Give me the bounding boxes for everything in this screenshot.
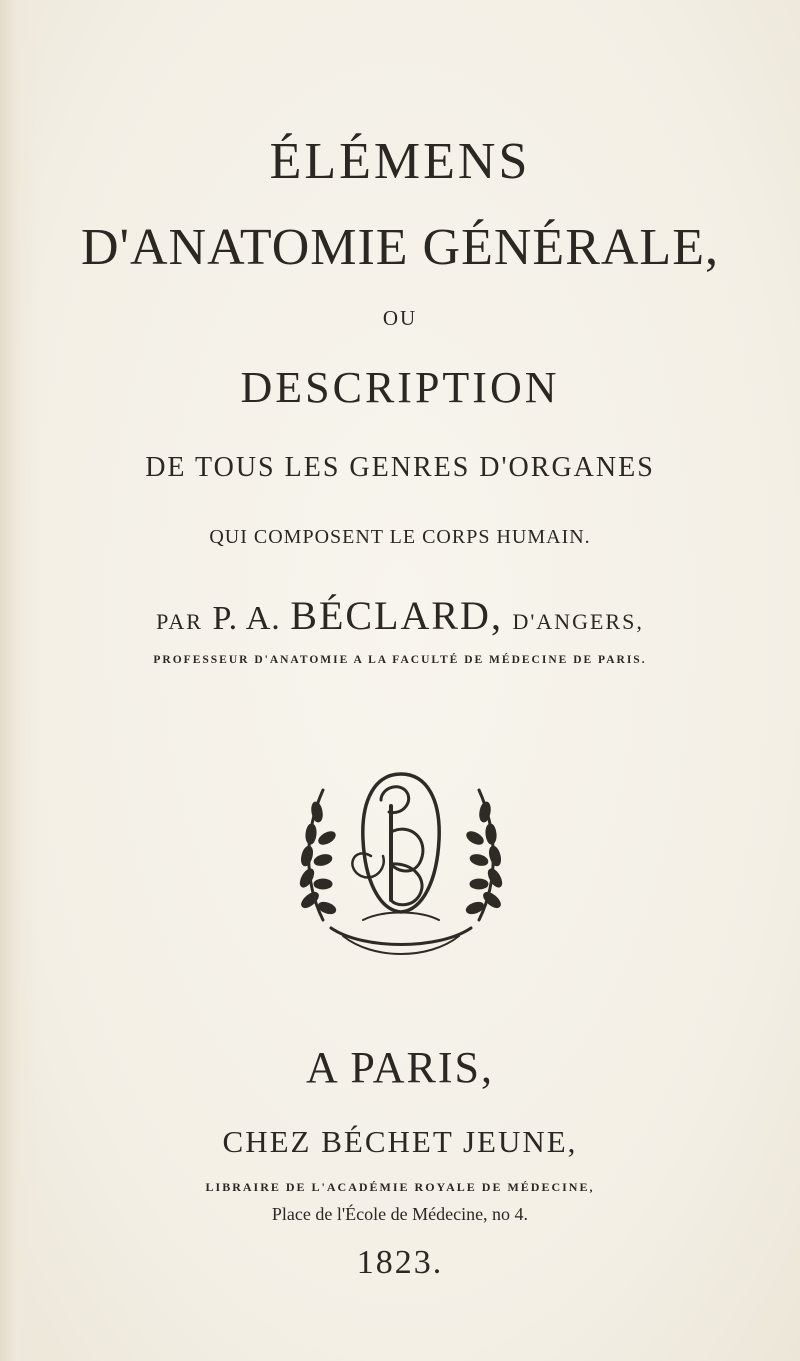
title-line-2: D'ANATOMIE GÉNÉRALE, xyxy=(81,219,719,276)
monogram-with-laurel-wreath-icon xyxy=(283,760,519,964)
subtitle-line-2: DE TOUS LES GENRES D'ORGANES xyxy=(145,452,655,483)
author-title: PROFESSEUR D'ANATOMIE A LA FACULTÉ DE MÉDECINE DE PARIS. xyxy=(153,654,647,666)
imprint-address: Place de l'École de Médecine, no 4. xyxy=(271,1204,529,1224)
author-line xyxy=(0,592,800,639)
author-name: BÉCLARD, xyxy=(290,593,503,638)
imprint-year: 1823. xyxy=(356,1244,444,1281)
imprint-place: A PARIS, xyxy=(305,1043,495,1092)
author-initials: P. A. xyxy=(212,600,281,637)
title-line-1: ÉLÉMENS xyxy=(269,133,531,190)
title-connector: OU xyxy=(382,306,418,330)
author-origin: D'ANGERS, xyxy=(512,609,644,634)
imprint-publisher: CHEZ BÉCHET JEUNE, xyxy=(222,1124,578,1159)
imprint-publisher-title: LIBRAIRE DE L'ACADÉMIE ROYALE DE MÉDECINE, xyxy=(205,1180,595,1194)
subtitle-line-3: QUI COMPOSENT LE CORPS HUMAIN. xyxy=(209,526,591,548)
author-prefix: PAR xyxy=(156,609,203,634)
subtitle-line-1: DESCRIPTION xyxy=(240,363,560,412)
